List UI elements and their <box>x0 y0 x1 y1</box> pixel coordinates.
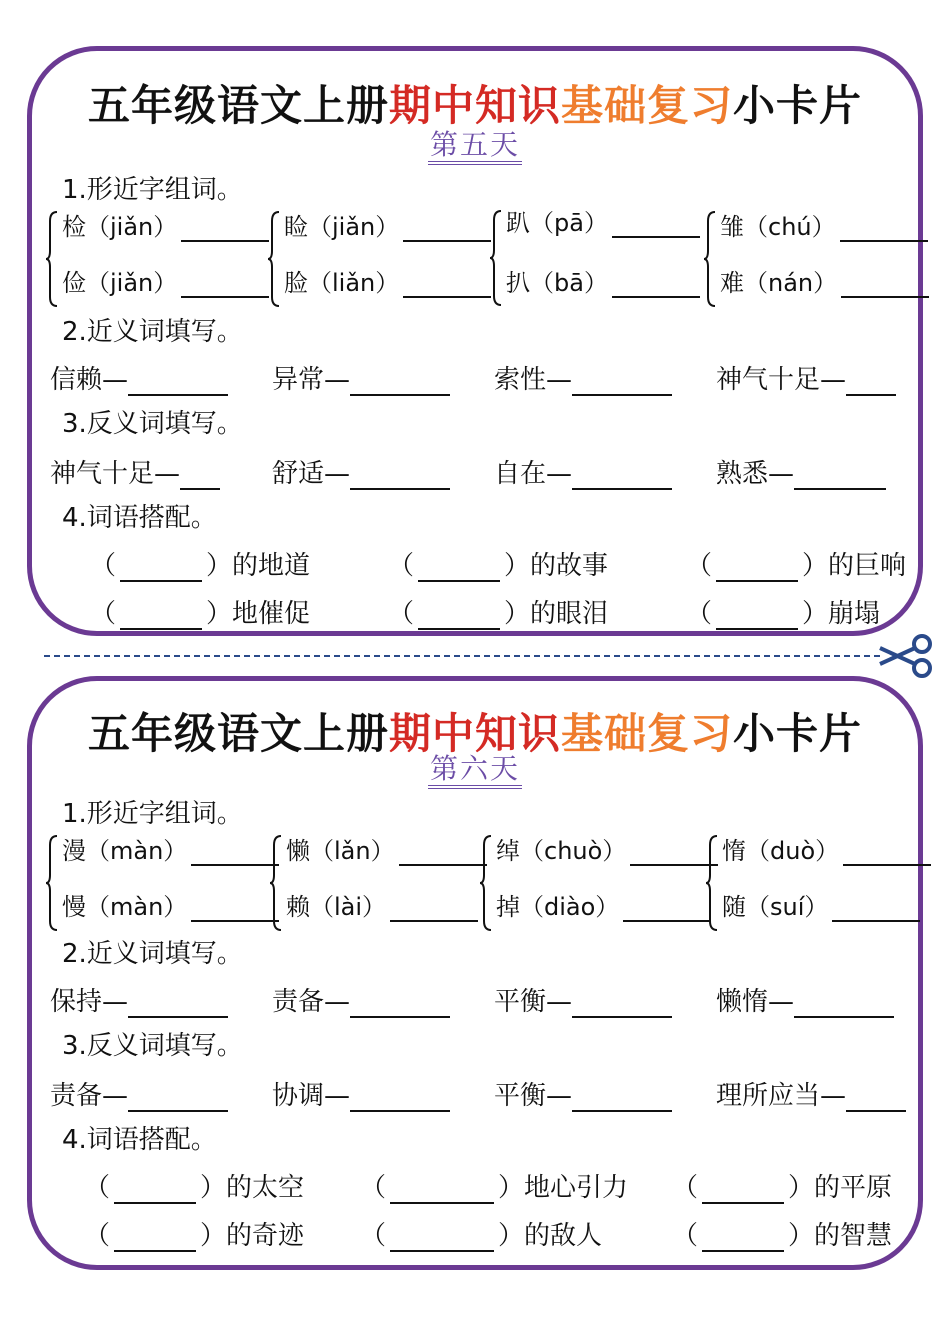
cut-line <box>44 655 880 657</box>
pair-item: 绰（chuò） <box>496 831 718 877</box>
answer-blank[interactable] <box>841 268 929 298</box>
answer-blank[interactable] <box>843 836 931 866</box>
answer-blank[interactable] <box>390 1176 494 1204</box>
antonym-item: 自在— <box>494 453 672 490</box>
answer-blank[interactable] <box>114 1224 196 1252</box>
pair-item: 惰（duò） <box>722 831 931 877</box>
word-match-item: （ ）的巨响 <box>686 551 907 581</box>
answer-blank[interactable] <box>846 1082 906 1112</box>
answer-blank[interactable] <box>181 268 269 298</box>
antonym-item: 平衡— <box>494 1075 672 1112</box>
answer-blank[interactable] <box>418 602 500 630</box>
brace-icon <box>490 205 502 311</box>
answer-blank[interactable] <box>702 1224 784 1252</box>
answer-blank[interactable] <box>612 268 700 298</box>
answer-blank[interactable] <box>191 892 279 922</box>
similar-char-pair <box>272 831 477 937</box>
word-match-item: （ ）的敌人 <box>360 1221 603 1251</box>
answer-blank[interactable] <box>120 602 202 630</box>
pair-item: 漫（màn） <box>62 831 279 877</box>
answer-blank[interactable] <box>572 988 672 1018</box>
pair-item: 俭（jiǎn） <box>62 263 269 309</box>
pair-item: 趴（pā） <box>506 203 700 249</box>
word-match-item: （ ）地催促 <box>90 599 311 629</box>
section-heading: 4.词语搭配。 <box>62 1125 217 1155</box>
answer-blank[interactable] <box>794 460 886 490</box>
day-label: 第六天 <box>32 751 918 787</box>
answer-blank[interactable] <box>128 988 228 1018</box>
answer-blank[interactable] <box>716 602 798 630</box>
answer-blank[interactable] <box>350 366 450 396</box>
answer-blank[interactable] <box>840 212 928 242</box>
brace-icon <box>270 835 282 931</box>
answer-blank[interactable] <box>128 366 228 396</box>
word-match-item: （ ）的太空 <box>84 1173 305 1203</box>
word-match-item: （ ）的故事 <box>388 551 609 581</box>
answer-blank[interactable] <box>399 836 487 866</box>
similar-char-pair <box>706 207 911 313</box>
pair-item: 难（nán） <box>720 263 929 309</box>
section-heading: 4.词语搭配。 <box>62 503 217 533</box>
synonym-item: 责备— <box>272 981 450 1018</box>
pair-item: 随（suí） <box>722 887 920 933</box>
brace-icon <box>706 835 718 931</box>
synonym-item: 懒惰— <box>716 981 894 1018</box>
answer-blank[interactable] <box>114 1176 196 1204</box>
review-card-day6 <box>27 676 923 1270</box>
answer-blank[interactable] <box>180 460 220 490</box>
section-heading: 3.反义词填写。 <box>62 409 243 439</box>
synonym-item: 异常— <box>272 359 450 396</box>
brace-icon <box>46 211 58 307</box>
section-heading: 3.反义词填写。 <box>62 1031 243 1061</box>
brace-icon <box>480 835 492 931</box>
antonym-item: 协调— <box>272 1075 450 1112</box>
pair-item: 慢（màn） <box>62 887 279 933</box>
section-heading: 2.近义词填写。 <box>62 317 243 347</box>
answer-blank[interactable] <box>403 268 491 298</box>
answer-blank[interactable] <box>418 554 500 582</box>
synonym-item: 保持— <box>50 981 228 1018</box>
pair-item: 雏（chú） <box>720 207 928 253</box>
word-match-item: （ ）地心引力 <box>360 1173 629 1203</box>
card-title: 五年级语文上册期中知识基础复习小卡片 <box>87 709 863 758</box>
review-card-day5 <box>27 46 923 636</box>
word-match-item: （ ）的奇迹 <box>84 1221 305 1251</box>
section-heading: 1.形近字组词。 <box>62 799 243 829</box>
answer-blank[interactable] <box>612 208 700 238</box>
section-heading: 1.形近字组词。 <box>62 175 243 205</box>
similar-char-pair <box>492 201 697 307</box>
synonym-item: 神气十足— <box>716 359 896 396</box>
word-match-item: （ ）的智慧 <box>672 1221 893 1251</box>
answer-blank[interactable] <box>572 366 672 396</box>
answer-blank[interactable] <box>350 460 450 490</box>
pair-item: 懒（lǎn） <box>286 831 487 877</box>
section-heading: 2.近义词填写。 <box>62 939 243 969</box>
answer-blank[interactable] <box>716 554 798 582</box>
synonym-item: 索性— <box>494 359 672 396</box>
card-title: 五年级语文上册期中知识基础复习小卡片 <box>87 81 863 130</box>
antonym-item: 神气十足— <box>50 453 220 490</box>
answer-blank[interactable] <box>623 892 711 922</box>
antonym-item: 理所应当— <box>716 1075 906 1112</box>
answer-blank[interactable] <box>572 1082 672 1112</box>
answer-blank[interactable] <box>120 554 202 582</box>
answer-blank[interactable] <box>846 366 896 396</box>
brace-icon <box>46 835 58 931</box>
answer-blank[interactable] <box>390 892 478 922</box>
similar-char-pair <box>482 831 687 937</box>
antonym-item: 舒适— <box>272 453 450 490</box>
pair-item: 检（jiǎn） <box>62 207 269 253</box>
answer-blank[interactable] <box>350 1082 450 1112</box>
brace-icon <box>704 211 716 307</box>
antonym-item: 熟悉— <box>716 453 886 490</box>
word-match-item: （ ）的平原 <box>672 1173 893 1203</box>
answer-blank[interactable] <box>390 1224 494 1252</box>
day-label: 第五天 <box>32 127 918 163</box>
pair-item: 睑（jiǎn） <box>284 207 491 253</box>
answer-blank[interactable] <box>403 212 491 242</box>
word-match-item: （ ）的地道 <box>90 551 311 581</box>
similar-char-pair <box>708 831 913 937</box>
similar-char-pair <box>48 207 253 313</box>
pair-item: 掉（diào） <box>496 887 711 933</box>
pair-item: 扒（bā） <box>506 263 700 309</box>
scissors-icon <box>876 634 934 678</box>
similar-char-pair <box>48 831 253 937</box>
pair-item: 脸（liǎn） <box>284 263 491 309</box>
answer-blank[interactable] <box>794 988 894 1018</box>
pair-item: 赖（lài） <box>286 887 478 933</box>
answer-blank[interactable] <box>181 212 269 242</box>
answer-blank[interactable] <box>832 892 920 922</box>
word-match-item: （ ）崩塌 <box>686 599 881 629</box>
similar-char-pair <box>270 207 475 313</box>
answer-blank[interactable] <box>128 1082 228 1112</box>
brace-icon <box>268 211 280 307</box>
answer-blank[interactable] <box>702 1176 784 1204</box>
synonym-item: 信赖— <box>50 359 228 396</box>
synonym-item: 平衡— <box>494 981 672 1018</box>
answer-blank[interactable] <box>572 460 672 490</box>
answer-blank[interactable] <box>350 988 450 1018</box>
word-match-item: （ ）的眼泪 <box>388 599 609 629</box>
answer-blank[interactable] <box>191 836 279 866</box>
antonym-item: 责备— <box>50 1075 228 1112</box>
